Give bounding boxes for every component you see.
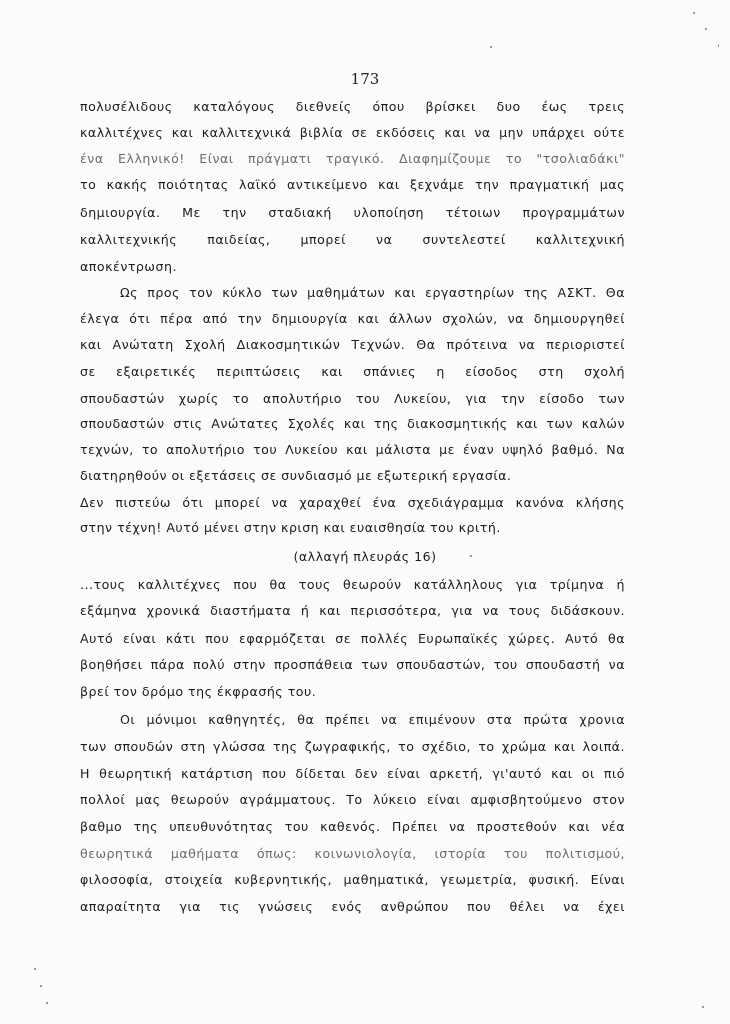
text-line: απαραίτητα για τις γνώσεις ενός ανθρώπου που θέλει να έχει xyxy=(80,899,625,914)
text-line: Ως προς τον κύκλο των μαθημάτων και εργαστηρίων της ΑΣΚΤ. Θα xyxy=(120,285,625,300)
text-line: δημιουργία. Με την σταδιακή υλοποίηση τέτοιων προγραμμάτων xyxy=(80,205,625,220)
text-line: Αυτό είναι κάτι που εφαρμόζεται σε πολλές Ευρωπαϊκές χώρες. Αυτό θα xyxy=(80,631,625,646)
text-line: φιλοσοφία, στοιχεία κυβερνητικής, μαθηματικά, γεωμετρία, φυσική. Είναι xyxy=(80,872,625,887)
text-line: καλλιτεχνικής παιδείας, μπορεί να συντελεστεί καλλιτεχνική xyxy=(80,232,625,247)
text-line: έλεγα ότι πέρα από την δημιουργία και άλλων σχολών, να δημιουργηθεί xyxy=(80,311,625,326)
scan-speck xyxy=(705,28,707,30)
page-number: 173 xyxy=(350,70,380,88)
scan-speck xyxy=(702,1006,704,1008)
text-line: ...τους καλλιτέχνες που θα τους θεωρούν κατάλληλους για τρίμηνα ή xyxy=(80,577,625,592)
text-line: στην τέχνη! Αυτό μένει στην κριση και ευαισθησία του κριτή. xyxy=(80,520,501,535)
text-line: βοηθήσει πάρα πολύ στην προσπάθεια των σπουδαστών, του σπουδαστή να xyxy=(80,657,625,672)
text-line: το κακής ποιότητας λαϊκό αντικείμενο και ξεχνάμε την πραγματική μας xyxy=(80,177,625,192)
scan-speck xyxy=(490,46,492,48)
text-line: διατηρηθούν οι εξετάσεις σε συνδιασμό με εξωτερική εργασία. xyxy=(80,468,512,483)
text-line: σπουδαστών στις Ανώτατες Σχολές και της διακοσμητικής και των καλών xyxy=(80,416,625,431)
text-line: τεχνών, το απολυτήριο του Λυκείου και μάλιστα με έναν υψηλό βαθμό. Να xyxy=(80,442,625,457)
text-line: Δεν πιστεύω ότι μπορεί να χαραχθεί ένα σχεδιάγραμμα κανόνα κλήσης xyxy=(80,495,625,510)
text-line: και Ανώτατη Σχολή Διακοσμητικών Τεχνών. Θα πρότεινα να περιοριστεί xyxy=(80,337,625,352)
text-line: εξάμηνα χρονικά διαστήματα ή και περισσότερα, για να τους διδάσκουν. xyxy=(80,603,625,618)
text-line: Η θεωρητική κατάρτιση που δίδεται δεν είναι αρκετή, γι'αυτό και οι πιό xyxy=(80,766,625,781)
page-change-note: (αλλαγή πλευράς 16) xyxy=(293,549,437,564)
scan-speck xyxy=(718,44,719,47)
text-line: των σπουδών στη γλώσσα της ζωγραφικής, το σχέδιο, το χρώμα και λοιπά. xyxy=(80,739,625,754)
text-line: πολλοί μας θεωρούν αγράμματους. Το λύκειο είναι αμφισβητούμενο στον xyxy=(80,792,625,807)
text-line: σε εξαιρετικές περιπτώσεις και σπάνιες η είσοδος στη σχολή xyxy=(80,364,625,379)
text-line: καλλιτέχνες και καλλιτεχνικά βιβλία σε εκδόσεις και να μην υπάρχει ούτε xyxy=(80,125,625,140)
scan-speck xyxy=(693,12,695,14)
text-line: πολυσέλιδους καταλόγους διεθνείς όπου βρίσκει δυο έως τρεις xyxy=(80,99,625,114)
text-line: βρεί τον δρόμο της έκφρασής του. xyxy=(80,684,317,699)
text-line: Οι μόνιμοι καθηγητές, θα πρέπει να επιμένουν στα πρώτα χρονια xyxy=(120,712,625,727)
scan-speck xyxy=(40,985,42,987)
scan-speck xyxy=(34,968,36,970)
text-line: ένα Ελληνικό! Είναι πράγματι τραγικό. Διαφημίζουμε το "τσολιαδάκι" xyxy=(80,151,625,166)
text-line: σπουδαστών χωρίς το απολυτήριο του Λυκείου, για την είσοδο των xyxy=(80,391,625,406)
scan-speck xyxy=(470,555,472,557)
text-line: αποκέντρωση. xyxy=(80,259,177,274)
scan-speck xyxy=(46,1002,48,1004)
text-line: βαθμο της υπευθυνότητας του καθενός. Πρέπει να προστεθούν και νέα xyxy=(80,819,625,834)
text-line: θεωρητικά μαθήματα όπως: κοινωνιολογία, ιστορία του πολιτισμού, xyxy=(80,846,625,861)
